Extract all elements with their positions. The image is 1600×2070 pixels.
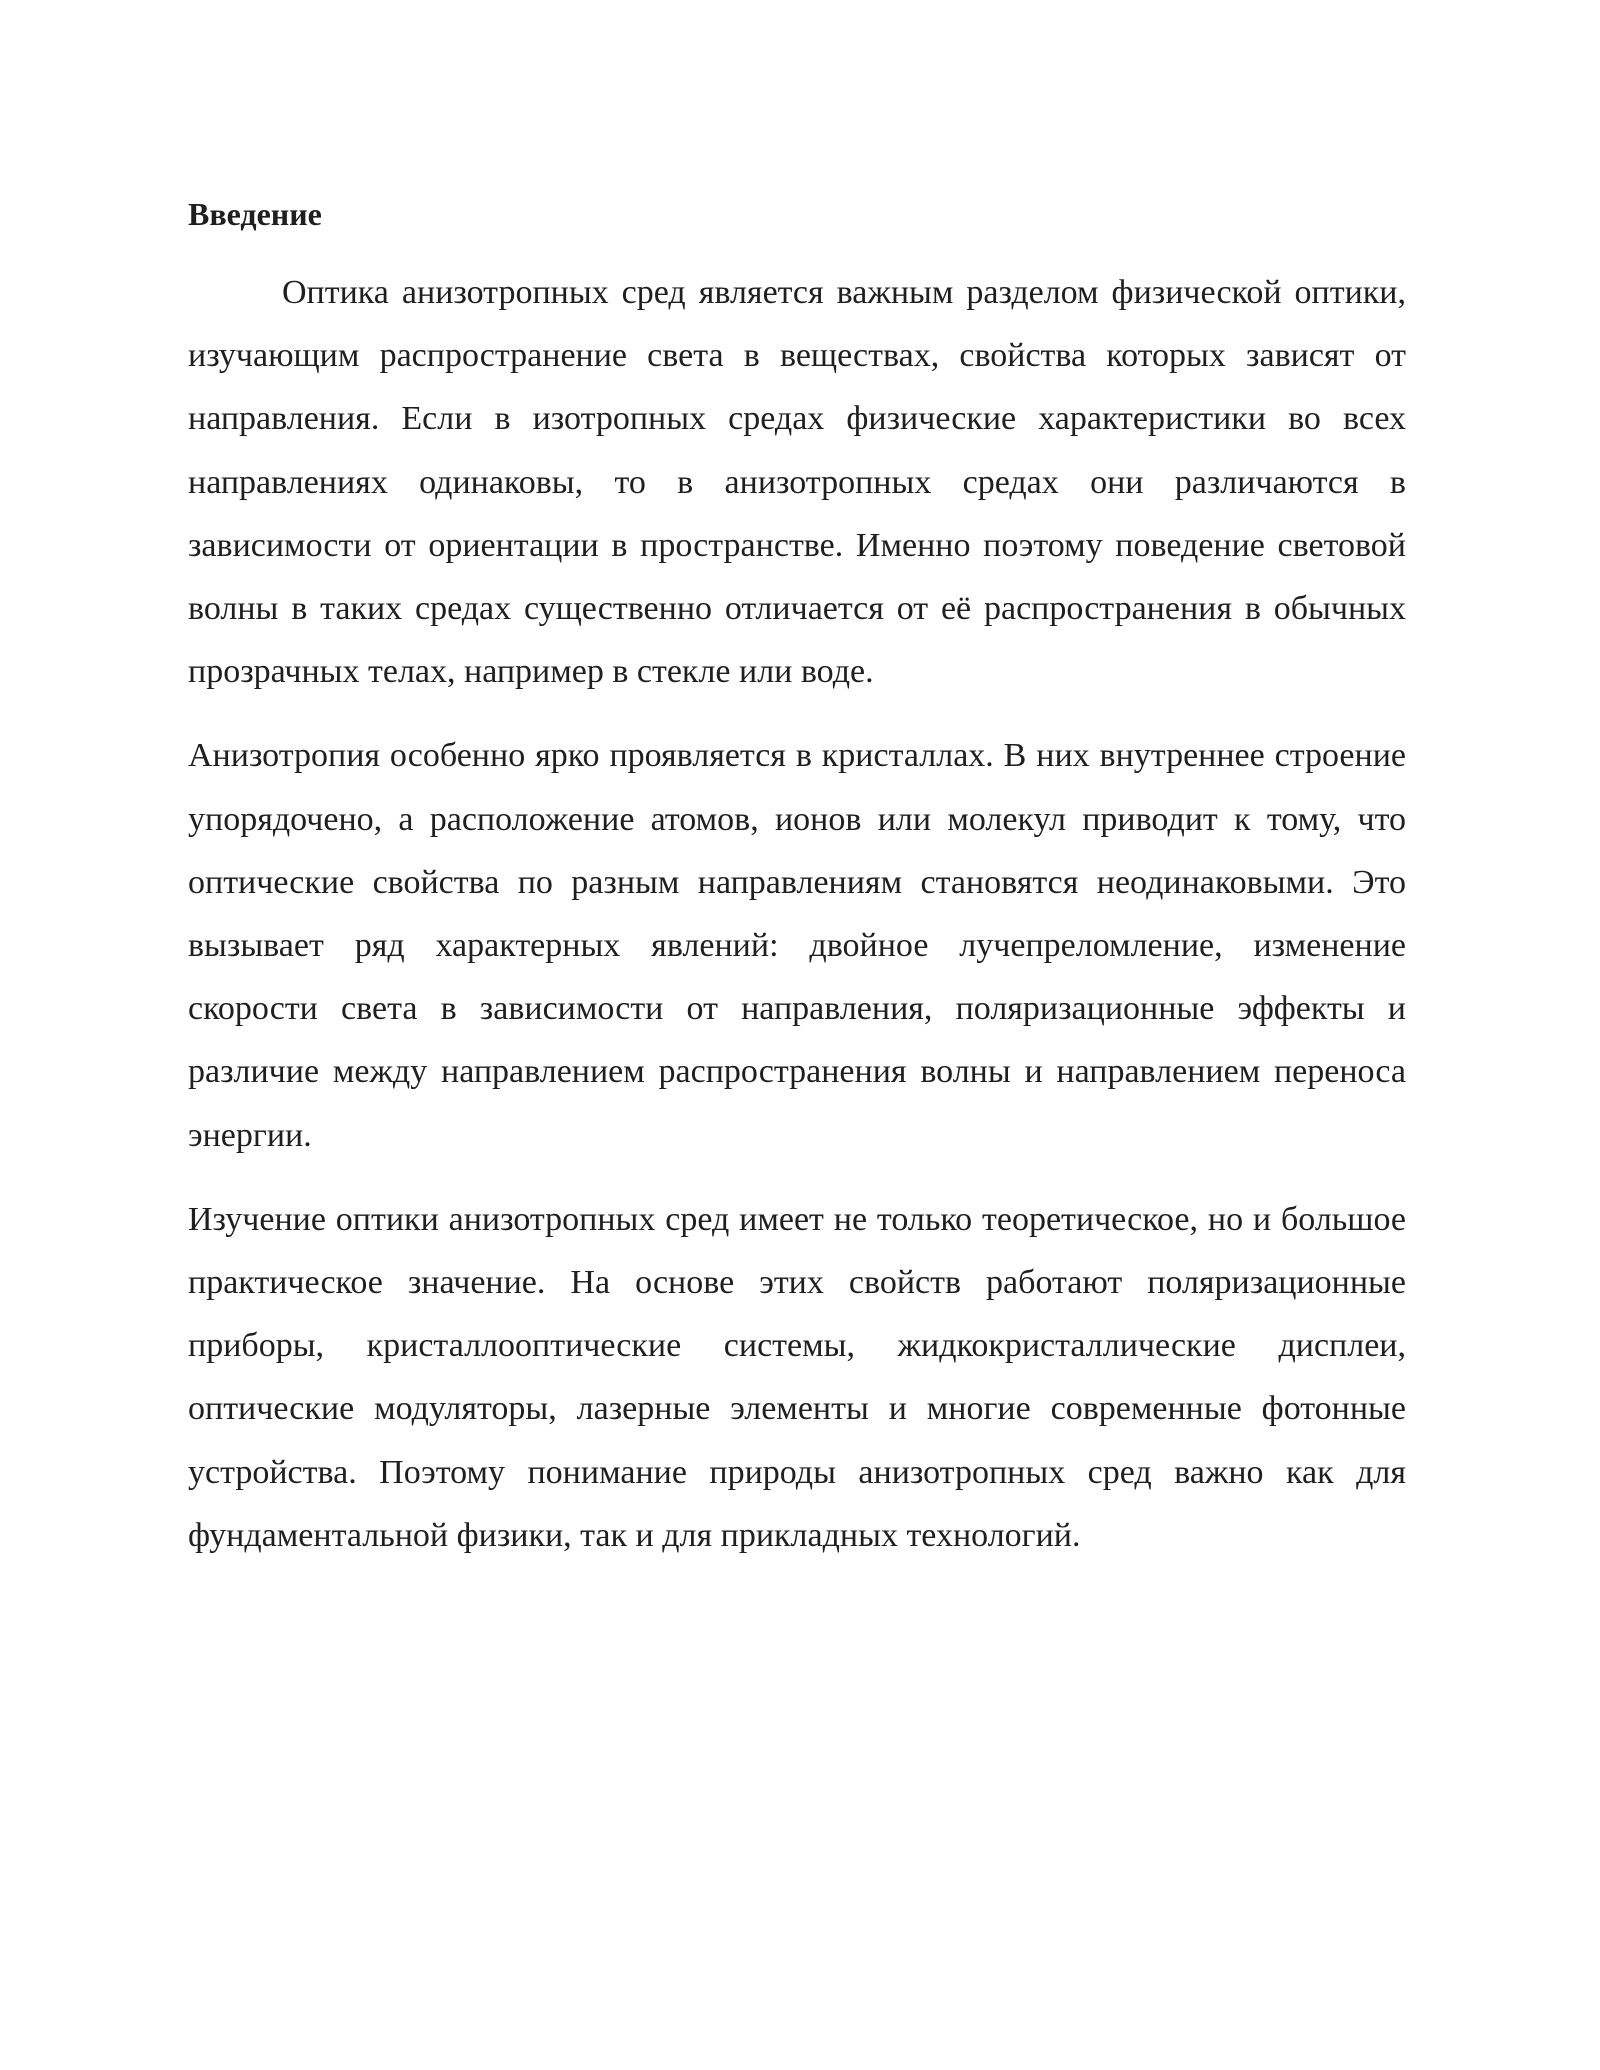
document-body (188, 190, 1406, 1588)
section-heading: Введение (188, 196, 322, 232)
paragraph-3: Изучение оптики анизотропных сред имеет не только теоретическое, но и большое практическое значение. На основе этих свойств работают поляризационные приборы, кристаллооптические системы, жидкокристаллические дисплеи, оптические модуляторы, лазерные элементы и многие современные фотонные устройства. Поэтому понимание природы анизотропных сред важно как для фундаментальной физики, так и для прикладных технологий. (188, 1200, 1406, 1554)
paragraph-1: Оптика анизотропных сред является важным разделом физической оптики, изучающим распространение света в веществах, свойства которых зависят от направления. Если в изотропных средах физические характеристики во всех направлениях одинаковы, то в анизотропных средах они различаются в зависимости от ориентации в пространстве. Именно поэтому поведение световой волны в таких средах существенно отличается от её распространения в обычных прозрачных телах, например в стекле или воде. (188, 274, 1406, 691)
paragraph-2: Анизотропия особенно ярко проявляется в кристаллах. В них внутреннее строение упорядочено, а расположение атомов, ионов или молекул приводит к тому, что оптические свойства по разным направлениям становятся неодинаковыми. Это вызывает ряд характерных явлений: двойное лучепреломление, изменение скорости света в зависимости от направления, поляризационные эффекты и различие между направлением распространения волны и направлением переноса энергии. (188, 737, 1406, 1154)
